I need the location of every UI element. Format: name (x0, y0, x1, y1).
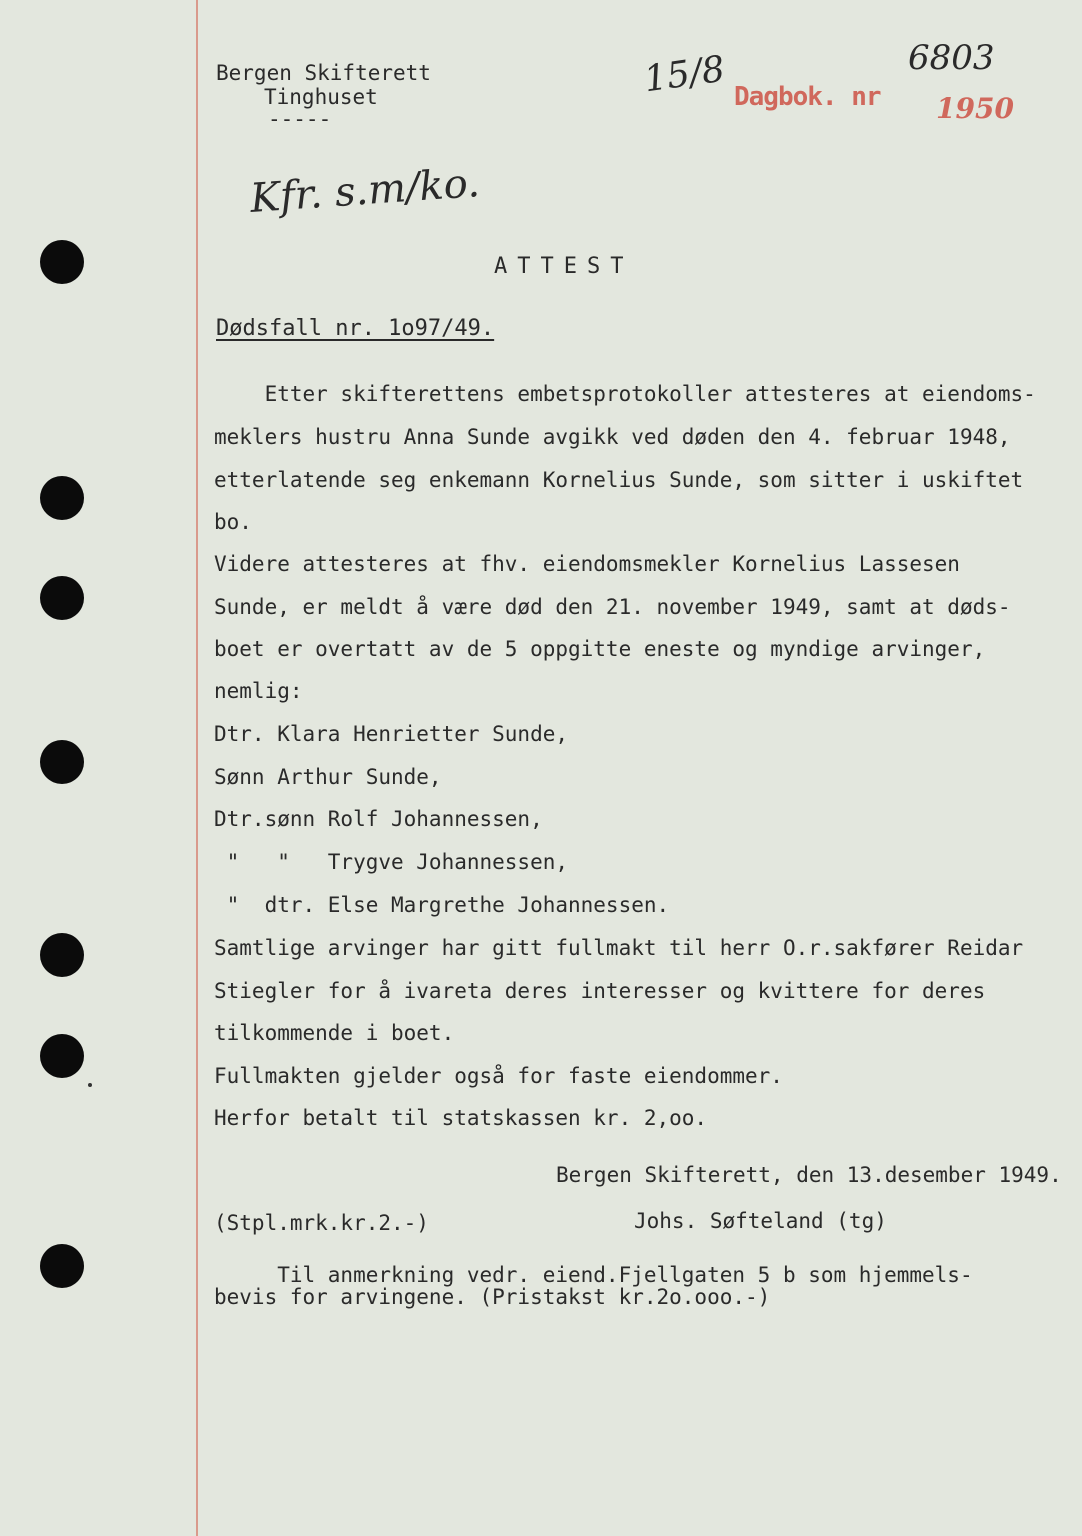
body-line: bo. (214, 510, 252, 534)
punch-hole-3 (40, 576, 84, 620)
punch-hole-7 (40, 1244, 84, 1288)
header-rule: ----- (268, 107, 332, 131)
body-line: meklers hustru Anna Sunde avgikk ved døden den 4. februar 1948, (214, 425, 1011, 449)
body-line: Stiegler for å ivareta deres interesser og kvittere for deres (214, 979, 986, 1003)
margin-line (196, 0, 198, 1536)
heir-line: Dtr.sønn Rolf Johannessen, (214, 807, 543, 831)
punch-hole-5 (40, 933, 84, 977)
handwritten-copy-note: Kfr. s.m/ko. (248, 160, 482, 222)
body-line: boet er overtatt av de 5 oppgitte eneste og myndige arvinger, (214, 637, 986, 661)
body-line: Samtlige arvinger har gitt fullmakt til herr O.r.sakfører Reidar (214, 936, 1024, 960)
heir-line: " " Trygve Johannessen, (214, 850, 569, 874)
paper-speck (88, 1083, 92, 1087)
punch-hole-1 (40, 240, 84, 284)
punch-hole-4 (40, 740, 84, 784)
body-line: Videre attesteres at fhv. eiendomsmekler Kornelius Lassesen (214, 552, 960, 576)
remark-line: bevis for arvingene. (Pristakst kr.2o.ooo.-) (214, 1285, 771, 1309)
case-number: Dødsfall nr. 1o97/49. (216, 316, 495, 341)
handwritten-date: 15/8 (641, 48, 728, 101)
heir-line: " dtr. Else Margrethe Johannessen. (214, 893, 670, 917)
body-line: etterlatende seg enkemann Kornelius Sunde, som sitter i uskiftet (214, 468, 1024, 492)
body-line: Etter skifterettens embetsprotokoller attesteres at eiendoms- (214, 382, 1036, 406)
stamp-year: 1950 (936, 92, 1014, 125)
body-line: nemlig: (214, 679, 303, 703)
journal-stamp: Dagbok. nr (734, 82, 881, 112)
body-line: Fullmakten gjelder også for faste eiendommer. (214, 1064, 783, 1088)
heir-line: Dtr. Klara Henrietter Sunde, (214, 722, 569, 746)
document-title: ATTEST (494, 254, 634, 279)
stamp-fee: (Stpl.mrk.kr.2.-) (214, 1211, 429, 1235)
remark-line: Til anmerkning vedr. eiend.Fjellgaten 5 b som hjemmels- (214, 1263, 973, 1287)
body-line: Herfor betalt til statskassen kr. 2,oo. (214, 1106, 708, 1130)
place-date: Bergen Skifterett, den 13.desember 1949. (556, 1163, 1062, 1187)
handwritten-number: 6803 (908, 38, 995, 78)
punch-hole-6 (40, 1034, 84, 1078)
building-name: Tinghuset (264, 85, 378, 109)
punch-hole-2 (40, 476, 84, 520)
body-line: Sunde, er meldt å være død den 21. november 1949, samt at døds- (214, 595, 1011, 619)
body-line: tilkommende i boet. (214, 1021, 455, 1045)
heir-line: Sønn Arthur Sunde, (214, 765, 442, 789)
office-name: Bergen Skifterett (216, 61, 431, 85)
signature: Johs. Søfteland (tg) (634, 1209, 887, 1233)
